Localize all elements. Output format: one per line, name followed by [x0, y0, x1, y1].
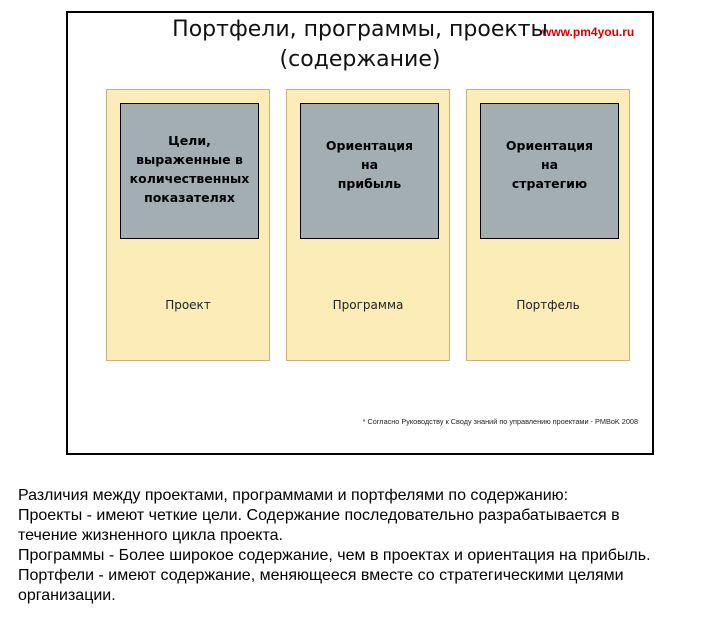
slide-image — [66, 11, 654, 455]
description-line: Программы - Более широкое содержание, чем в проектах и ориентация на прибыль. — [18, 547, 651, 564]
card-program-box — [300, 103, 439, 239]
card-portfolio-box — [480, 103, 619, 239]
watermark-link: www.pm4you.ru — [542, 25, 635, 39]
description-line: течение жизненного цикла проекта. — [18, 527, 283, 544]
card-program — [286, 89, 450, 361]
card-program-label: Программа — [332, 298, 404, 312]
card-project — [106, 89, 270, 361]
slide-title-line-2: (содержание) — [279, 47, 441, 72]
card-program-heading: Ориентация на прибыль — [325, 138, 414, 191]
slide-title-line-1: Портфели, программы, проекты — [172, 17, 548, 42]
description-text — [18, 486, 708, 606]
slide-footnote: * Согласно Руководству к Своду знаний по управлению проектами - PMBoK 2008 — [362, 417, 638, 426]
description-line: Различия между проектами, программами и портфелями по содержанию: — [18, 487, 569, 504]
card-project-box — [120, 103, 259, 239]
description-line: Проекты - имеют четкие цели. Содержание последовательно разрабатывается в — [18, 507, 620, 524]
card-project-label: Проект — [165, 298, 211, 312]
card-portfolio — [466, 89, 630, 361]
description-line: Портфели - имеют содержание, меняющееся вместе со стратегическими целями — [18, 567, 624, 584]
description-line: организации. — [18, 587, 116, 604]
card-project-heading: Цели, выраженные в количественных показателях — [129, 133, 250, 205]
slide-title — [68, 15, 652, 75]
card-portfolio-label: Портфель — [516, 298, 580, 312]
card-portfolio-heading: Ориентация на стратегию — [505, 138, 594, 191]
